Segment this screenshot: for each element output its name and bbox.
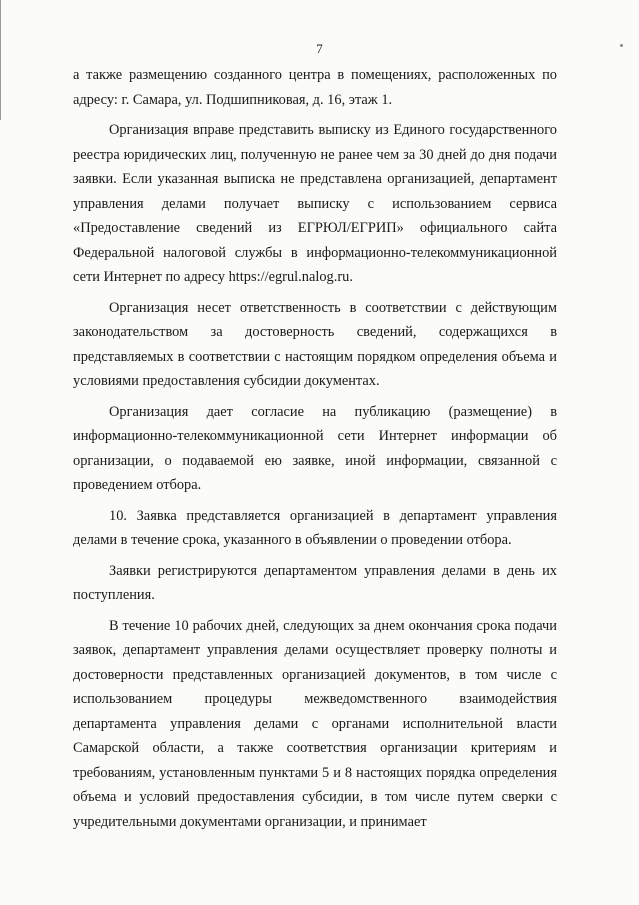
page-number: 7 [316,41,323,56]
paragraph-publication-consent: Организация дает согласие на публикацию (размещение) в информационно-телекоммуникационной сети Интернет информации об организации, о подаваемой ею заявке, иной информации, связанной с проведением отбора. [73,403,557,493]
paragraph-verification: В течение 10 рабочих дней, следующих за днем окончания срока подачи заявок, департамент управления делами осуществляет проверку полноты и достоверности представленных организацией документов, в том числе с использованием процедуры межведомственного взаимодействия департамента управления делами с органами исполнительной власти Самарской области, а также соответствия организации критериям и требованиям, установленным пунктами 5 и 8 настоящих порядка определения объема и условий предоставления субсидии, в том числе путем сверки с учредительными документами организации, и принимает [73,617,557,830]
paragraph-registration: Заявки регистрируются департаментом управления делами в день их поступления. [73,562,557,603]
paragraph-continuation: а также размещению созданного центра в помещениях, расположенных по адресу: г. Самара, ул. Подшипниковая, д. 16, этаж 1. [73,67,557,108]
paragraph-10-application-submission: 10. Заявка представляется организацией в департамент управления делами в течение срока, указанного в объявлении о проведении отбора. [73,507,557,548]
binding-edge-mark [0,0,4,120]
paragraph-egrul-extract: Организация вправе представить выписку из Единого государственного реестра юридических лиц, полученную не ранее чем за 30 дней до дня подачи заявки. Если указанная выписка не представлена организацией, департамент управления делами получает выписку с использованием сервиса «Предоставление сведений из ЕГРЮЛ/ЕГРИП» официального сайта Федеральной налоговой службы в информационно-телекоммуникационной сети Интернет по адресу https://egrul.nalog.ru. [73,122,557,285]
paragraph-responsibility: Организация несет ответственность в соответствии с действующим законодательством за достоверность сведений, содержащихся в представляемых в соответствии с настоящим порядком определения объема и условиями предоставления субсидии документах. [73,299,557,389]
body-text [73,63,557,840]
